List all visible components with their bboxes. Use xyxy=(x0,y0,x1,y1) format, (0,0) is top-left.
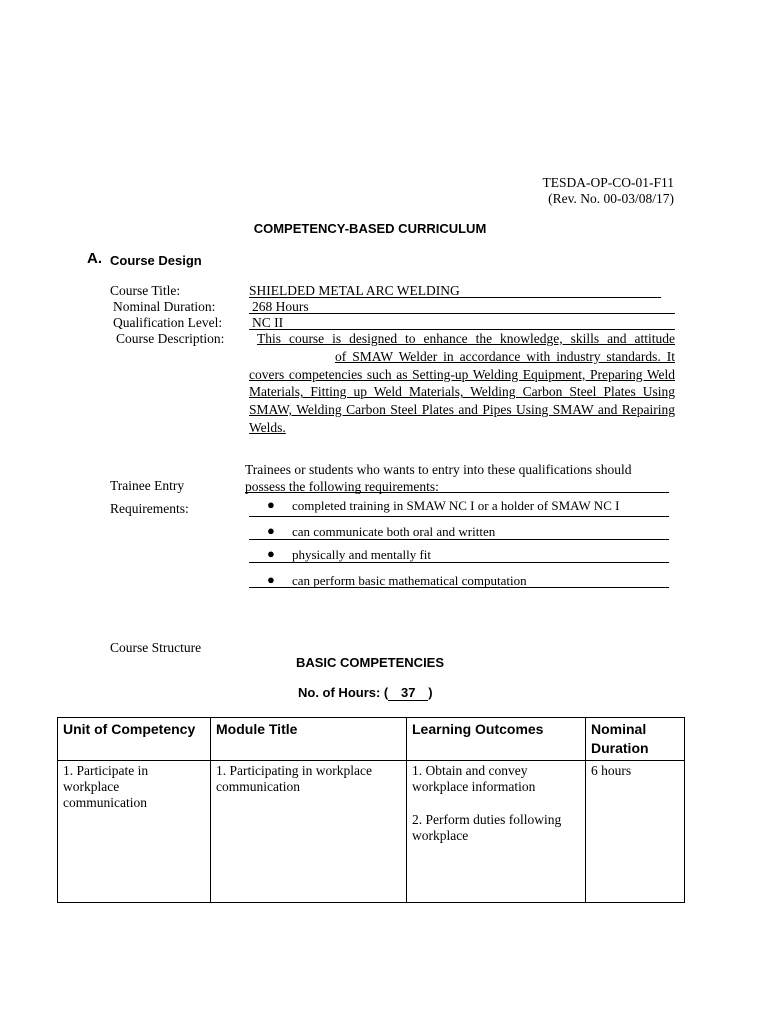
list-item xyxy=(249,546,669,568)
page-title: COMPETENCY-BASED CURRICULUM xyxy=(253,221,487,236)
hours-line xyxy=(298,685,433,701)
requirements-intro-underline xyxy=(245,492,669,493)
document-code: TESDA-OP-CO-01-F11 xyxy=(542,175,674,190)
course-description-rest: of SMAW Welder in accordance with industry standards. It covers competencies such as Setting-up Welding Equipment, Preparing Weld Materials, Fitting up Weld Materials, Welding Carbon Steel Plates Using SMAW, Welding Carbon Steel Plates and Pipes Using SMAW and Repairing Welds. xyxy=(249,348,675,435)
section-letter: A. xyxy=(87,250,102,267)
header-unit-of-competency: Unit of Competency xyxy=(58,718,211,761)
course-description xyxy=(249,330,675,437)
requirements-label: Requirements: xyxy=(110,501,189,516)
bullet-icon: ● xyxy=(267,523,275,538)
hours-value: 37 xyxy=(388,685,428,701)
course-structure-label: Course Structure xyxy=(110,640,202,655)
requirement-underline xyxy=(249,562,669,563)
bullet-icon: ● xyxy=(267,546,275,561)
bullet-icon: ● xyxy=(267,497,275,512)
section-title: Course Design xyxy=(110,253,202,268)
requirement-text: completed training in SMAW NC I or a holder of SMAW NC I xyxy=(292,498,620,513)
requirement-text: can perform basic mathematical computation xyxy=(292,573,527,588)
revision-number: (Rev. No. 00-03/08/17) xyxy=(548,191,674,206)
requirement-text: can communicate both oral and written xyxy=(292,524,496,539)
hours-suffix: ) xyxy=(428,685,433,700)
bullet-icon: ● xyxy=(267,572,275,587)
course-title-value: SHIELDED METAL ARC WELDING xyxy=(249,283,460,298)
duration-underline xyxy=(249,313,675,314)
nominal-duration-value: 268 Hours xyxy=(252,299,309,314)
requirement-underline xyxy=(249,587,669,588)
hours-prefix: No. of Hours: ( xyxy=(298,685,389,700)
list-item xyxy=(249,572,669,594)
requirement-underline xyxy=(249,516,669,517)
table-header-row xyxy=(58,718,685,761)
header-nominal-duration: Nominal Duration xyxy=(586,718,685,761)
qualification-level-value: NC II xyxy=(252,315,284,330)
competency-title: BASIC COMPETENCIES xyxy=(295,655,445,670)
nominal-duration-label: Nominal Duration: xyxy=(113,299,216,314)
course-title-label: Course Title: xyxy=(110,283,181,298)
list-item xyxy=(249,523,669,545)
cell-module: 1. Participating in workplace communication xyxy=(211,761,407,903)
header-module-title: Module Title xyxy=(211,718,407,761)
course-title-underline xyxy=(249,297,661,298)
course-description-label: Course Description: xyxy=(116,331,225,346)
course-description-first: This course is designed to enhance the knowledge, skills and attitude xyxy=(257,331,675,346)
cell-unit: 1. Participate in workplace communication xyxy=(58,761,211,903)
learning-outcome: 2. Perform duties following workplace xyxy=(412,812,562,843)
learning-outcome: 1. Obtain and convey workplace information xyxy=(412,763,536,794)
requirements-intro: Trainees or students who wants to entry into these qualifications should possess the following requirements: xyxy=(245,462,632,494)
trainee-entry-label: Trainee Entry xyxy=(110,478,185,493)
competency-table xyxy=(57,717,685,903)
cell-duration: 6 hours xyxy=(586,761,685,903)
requirement-text: physically and mentally fit xyxy=(292,547,431,562)
requirement-underline xyxy=(249,539,669,540)
cell-outcomes xyxy=(407,761,586,903)
table-row xyxy=(58,761,685,903)
header-learning-outcomes: Learning Outcomes xyxy=(407,718,586,761)
qualification-level-label: Qualification Level: xyxy=(113,315,223,330)
